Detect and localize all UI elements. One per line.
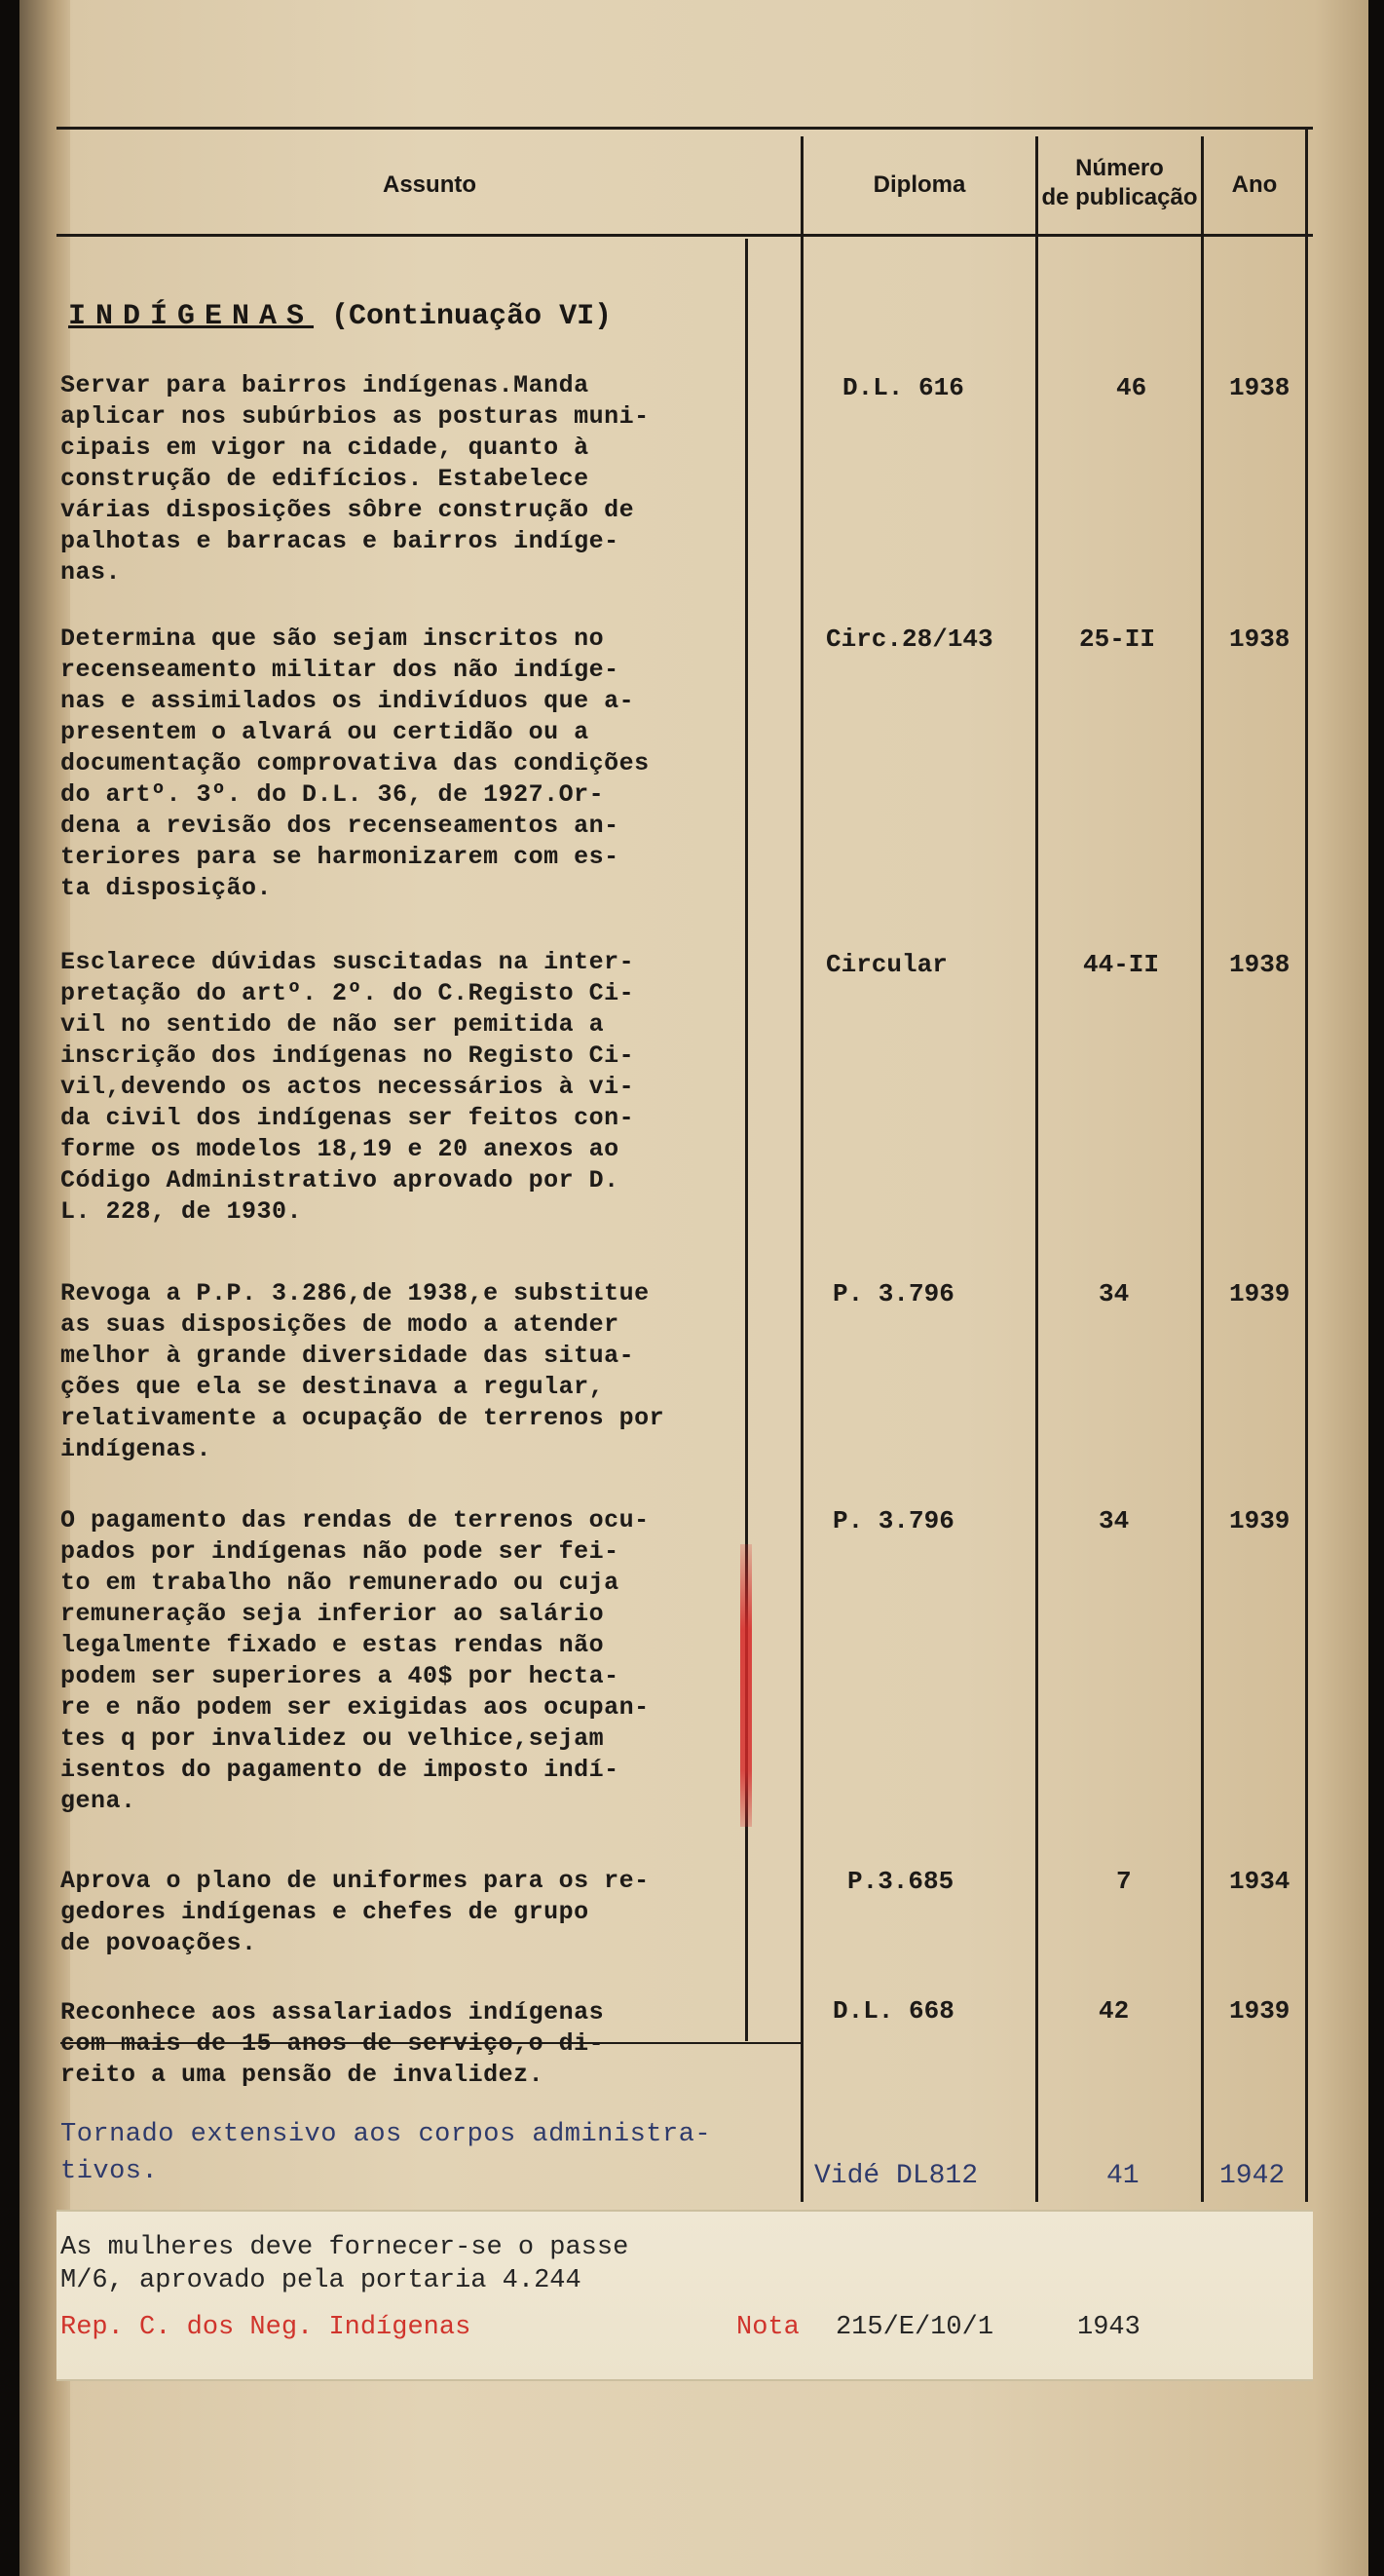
section-title-continuation: (Continuação VI) <box>314 300 613 333</box>
note-line-3-red: Rep. C. dos Neg. Indígenas <box>60 2313 471 2342</box>
header-bottom-rule <box>56 234 1313 237</box>
addendum-text: Tornado extensivo aos corpos administra- tivos. <box>60 2120 712 2186</box>
entry-6-text: Aprova o plano de uniformes para os re- gedores indígenas e chefes de grupo de povoações. <box>60 1867 650 1957</box>
entry-1-diploma: D.L. 616 <box>842 373 964 402</box>
header-numero-line2: de publicação <box>1041 184 1198 210</box>
entry-2-diploma: Circ.28/143 <box>826 625 993 654</box>
note-line-1: As mulheres deve fornecer-se o passe <box>60 2233 629 2262</box>
entry-4-text: Revoga a P.P. 3.286,de 1938,e substitue as suas disposições de modo a atender melhor à grande diversidade das situa- ções que ela se destinava a regular, relativamente a ocupação de terrenos por indígenas. <box>60 1279 665 1463</box>
header-ano: Ano <box>1231 171 1278 198</box>
header-diploma: Diploma <box>873 171 966 198</box>
column-divider-numero <box>1201 136 1204 2202</box>
entry-6-ano: 1934 <box>1229 1867 1290 1896</box>
entry-7-diploma: D.L. 668 <box>833 1996 954 2026</box>
addendum-numero: 41 <box>1106 2161 1140 2191</box>
entry-2-ano: 1938 <box>1229 625 1290 654</box>
entry-4-ano: 1939 <box>1229 1279 1290 1308</box>
section-title-main: INDÍGENAS <box>68 300 315 333</box>
column-divider-assunto <box>801 136 804 2202</box>
entry-7-text: Reconhece aos assalariados indígenas com mais de 15 anos de serviço,o di- reito a uma pensão de invalidez. <box>60 1998 605 2089</box>
entry-3-ano: 1938 <box>1229 950 1290 979</box>
entry-1-numero: 46 <box>1116 373 1147 402</box>
note-reference: 215/E/10/1 <box>836 2313 994 2342</box>
column-divider-ano <box>1305 127 1308 2202</box>
entry-3-numero: 44-II <box>1083 950 1160 979</box>
entry-5-diploma: P. 3.796 <box>833 1506 954 1535</box>
note-line-2: M/6, aprovado pela portaria 4.244 <box>60 2266 581 2295</box>
entry-2-text: Determina que são sejam inscritos no recenseamento militar dos não indíge- nas e assimilados os indivíduos que a- presentem o alvará ou certidão ou a documentação comprovativa das condições do artº. 3º. do D.L. 36, de 1927.Or- dena a revisão dos recenseamentos an- teriores para se harmonizarem com es- ta disposição. <box>60 625 650 902</box>
note-nota-label: Nota <box>736 2313 800 2342</box>
header-numero-line1: Número <box>1075 155 1164 181</box>
red-margin-mark <box>740 1544 752 1827</box>
header-top-rule <box>56 127 1313 130</box>
section-title <box>68 300 612 333</box>
header-numero <box>1038 154 1201 212</box>
entry-4-numero: 34 <box>1099 1279 1130 1308</box>
column-divider-diploma <box>1035 136 1038 2202</box>
entry-3-diploma: Circular <box>826 950 948 979</box>
entry-5-text: O pagamento das rendas de terrenos ocu- pados por indígenas não pode ser fei- to em trabalho não remunerado ou cuja remuneração seja inferior ao salário legalmente fixado e estas rendas não podem ser superiores a 40$ por hecta- re e não podem ser exigidas aos ocupan- tes q por invalidez ou velhice,sejam isentos do pagamento de imposto indí- gena. <box>60 1506 650 1815</box>
entry-1-text: Servar para bairros indígenas.Manda aplicar nos subúrbios as posturas muni- cipais em vigor na cidade, quanto à construção de edifícios. Estabelece várias disposições sôbre construção de palhotas e barracas e bairros indíge- nas. <box>60 371 650 587</box>
entry-7-ano: 1939 <box>1229 1996 1290 2026</box>
entry-5-ano: 1939 <box>1229 1506 1290 1535</box>
entry-6-numero: 7 <box>1116 1867 1132 1896</box>
entry-6-diploma: P.3.685 <box>847 1867 954 1896</box>
entry-1-ano: 1938 <box>1229 373 1290 402</box>
entry-5-numero: 34 <box>1099 1506 1130 1535</box>
addendum-ano: 1942 <box>1219 2161 1286 2191</box>
entry-7-numero: 42 <box>1099 1996 1130 2026</box>
header-assunto: Assunto <box>383 171 476 198</box>
addendum-diploma: Vidé DL812 <box>814 2161 979 2191</box>
entry-3-text: Esclarece dúvidas suscitadas na inter- pretação do artº. 2º. do C.Registo Ci- vil no sentido de não ser pemitida a inscrição dos indígenas no Registo Ci- vil,devendo os actos necessários à vi- da civil dos indígenas ser feitos con- forme os modelos 18,19 e 20 anexos ao Código Administrativo aprovado por D. L. 228, de 1930. <box>60 948 635 1226</box>
entry-2-numero: 25-II <box>1079 625 1156 654</box>
entry-4-diploma: P. 3.796 <box>833 1279 954 1308</box>
note-year: 1943 <box>1077 2313 1141 2342</box>
